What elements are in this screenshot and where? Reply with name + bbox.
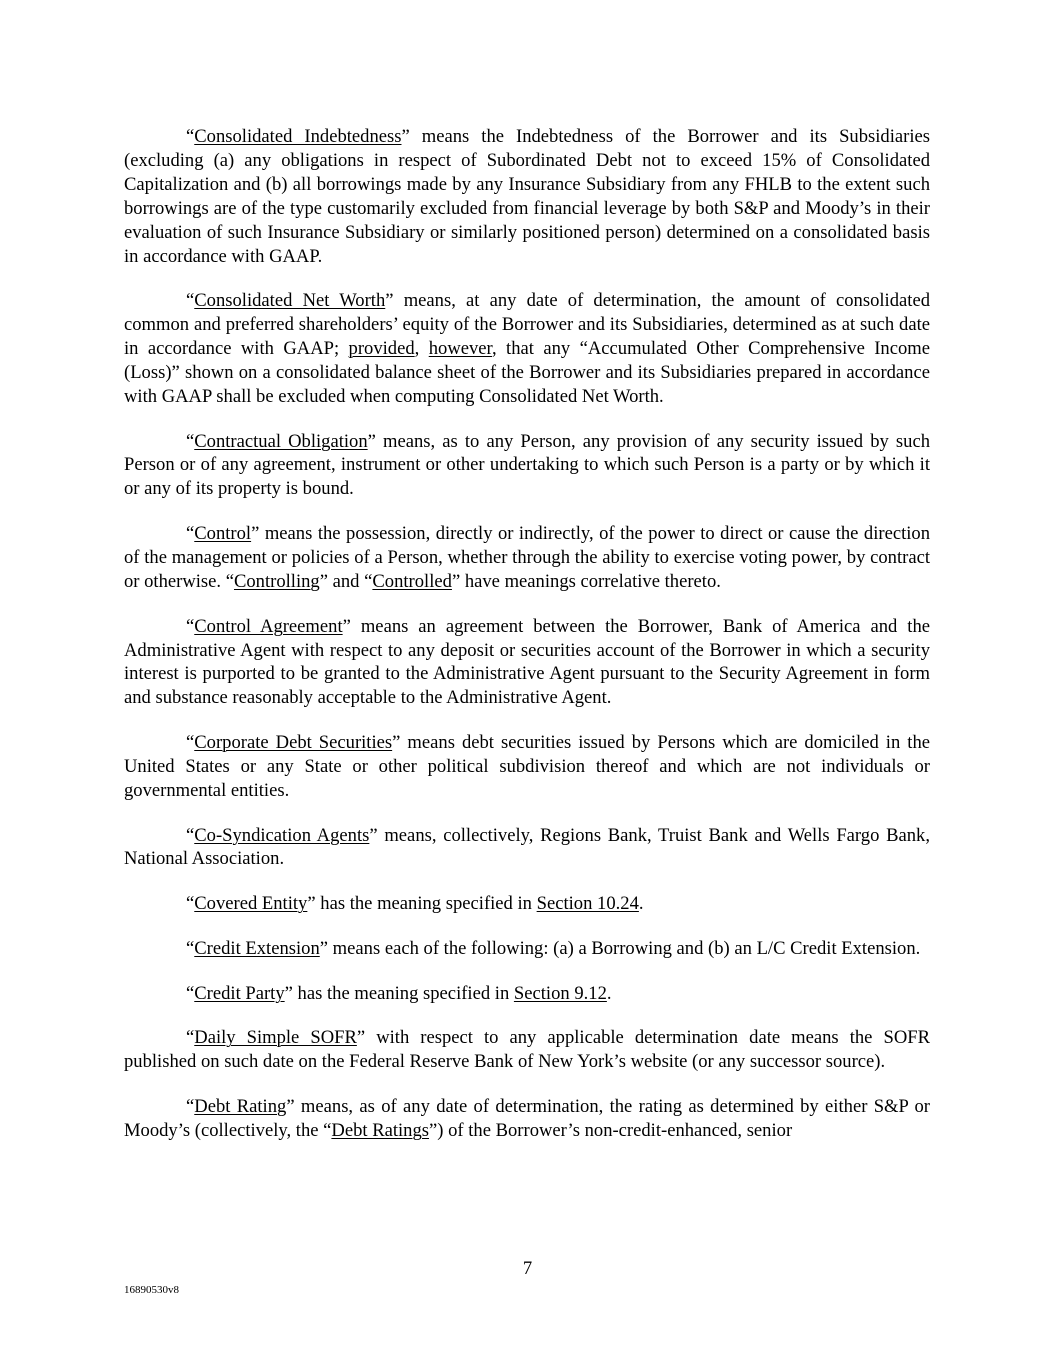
document-id: 16890530v8: [124, 1284, 179, 1296]
definition-text: means, as of any date of determination, the rating as determined by either S&P or Moody’s (collectively, the “: [124, 1095, 930, 1141]
definition-text: means an agreement between the Borrower, Bank of America and the Administrative Agent with respect to any deposit or securities account of the Borrower in which a security interest is purported to be granted to the Administrative Agent pursuant to the Security Agreement in form and substance reasonably acceptable to the Administrative Agent.: [124, 615, 930, 709]
definition-text: means, at any date of determination, the amount of consolidated common and preferred shareholders’ equity of the Borrower and its Subsidiaries, determined as at such date in accordance with GAAP;: [124, 290, 930, 360]
definition-text: .: [638, 893, 644, 915]
defined-term: Corporate Debt Securities: [194, 732, 393, 754]
underlined-reference: provided: [348, 338, 415, 360]
definition-paragraph: “Covered Entity” has the meaning specified in Section 10.24.: [186, 893, 644, 915]
definition-text: with respect to any applicable determination date means the SOFR published on such date on the Federal Reserve Bank of New York’s website (or any successor source).: [124, 1027, 930, 1073]
definition-text: means the Indebtedness of the Borrower and its Subsidiaries (excluding (a) any obligations in respect of Subordinated Debt not to exceed 15% of Consolidated Capitalization and (b) all borrowings made by any Insurance Subsidiary from any FHLB to the extent such borrowings are of the type customarily excluded from financial leverage by both S&P and Moody’s in their evaluation of such Insurance Subsidiary or similarly positioned person) determined on a consolidated basis in accordance with GAAP.: [124, 126, 930, 267]
definition-text: means, collectively, Regions Bank, Truist Bank and Wells Fargo Bank, National Association.: [124, 824, 930, 870]
definition-paragraph: “Control” means the possession, directly or indirectly, of the power to direct or cause the direction of the management or policies of a Person, whether through the ability to exercise voting power, by contract or otherwise. “Controlling” and “Controlled” have meanings correlative thereto.: [124, 523, 930, 592]
underlined-reference: Controlling: [233, 570, 320, 592]
definition-text: .: [606, 982, 612, 1004]
page-number: 7: [522, 1258, 533, 1279]
defined-term: Credit Extension: [194, 937, 320, 959]
definition-text: , that any “Accumulated Other Comprehensive Income (Loss)” shown on a consolidated balance sheet of the Borrower and its Subsidiaries prepared in accordance with GAAP shall be excluded when computing Consolidated Net Worth.: [124, 338, 930, 407]
defined-term: Contractual Obligation: [194, 430, 368, 452]
definition-text: means, as to any Person, any provision of any security issued by such Person or of any agreement, instrument or other undertaking to which such Person is a party or by which it or any of its property is bound.: [124, 430, 931, 500]
definition-paragraph: “Contractual Obligation” means, as to any Person, any provision of any security issued by such Person or of any agreement, instrument or other undertaking to which such Person is a party or by which it or any of its property is bound.: [124, 430, 931, 500]
definition-text: ” have meanings correlative thereto.: [451, 570, 721, 592]
definition-paragraph: “Debt Rating” means, as of any date of determination, the rating as determined by either S&P or Moody’s (collectively, the “Debt Ratings”) of the Borrower’s non-credit-enhanced, senior: [124, 1095, 930, 1141]
definition-paragraph: “Corporate Debt Securities” means debt securities issued by Persons which are domiciled in the United States or any State or other political subdivision thereof and which are not individuals or governmental entities.: [124, 732, 930, 801]
defined-term: Credit Party: [194, 982, 285, 1004]
definition-text: has the meaning specified in: [315, 893, 537, 915]
underlined-reference: however: [428, 338, 492, 360]
document-body: [124, 125, 930, 1163]
definition-paragraph: “Consolidated Indebtedness” means the Indebtedness of the Borrower and its Subsidiaries (excluding (a) any obligations in respect of Subordinated Debt not to exceed 15% of Consolidated Capitalization and (b) all borrowings made by any Insurance Subsidiary from any FHLB to the extent such borrowings are of the type customarily excluded from financial leverage by both S&P and Moody’s in their evaluation of such Insurance Subsidiary or similarly positioned person) determined on a consolidated basis in accordance with GAAP.: [124, 126, 930, 267]
defined-term: Covered Entity: [194, 893, 308, 915]
defined-term: Control: [194, 523, 252, 545]
definition-text: ” and “: [319, 570, 373, 592]
definition-text: ”) of the Borrower’s non-credit-enhanced, senior: [429, 1119, 793, 1141]
underlined-reference: Debt Ratings: [331, 1119, 430, 1141]
definition-paragraph: “Control Agreement” means an agreement between the Borrower, Bank of America and the Administrative Agent with respect to any deposit or securities account of the Borrower in which a security interest is purported to be granted to the Administrative Agent pursuant to the Security Agreement in form and substance reasonably acceptable to the Administrative Agent.: [124, 615, 930, 709]
defined-term: Consolidated Net Worth: [194, 290, 386, 312]
defined-term: Debt Rating: [194, 1095, 287, 1117]
defined-term: Daily Simple SOFR: [194, 1027, 357, 1049]
definition-text: means debt securities issued by Persons which are domiciled in the United States or any State or other political subdivision thereof and which are not individuals or governmental entities.: [124, 732, 930, 801]
underlined-reference: Section 9.12: [513, 982, 607, 1004]
definition-text: has the meaning specified in: [292, 982, 514, 1004]
underlined-reference: Section 10.24: [536, 893, 639, 915]
definition-text: means each of the following: (a) a Borrowing and (b) an L/C Credit Extension.: [328, 937, 921, 959]
definition-paragraph: “Credit Extension” means each of the following: (a) a Borrowing and (b) an L/C Credit Extension.: [186, 937, 921, 959]
definition-text: means the possession, directly or indirectly, of the power to direct or cause the direction of the management or policies of a Person, whether through the ability to exercise voting power, by contract or otherwise. “: [124, 523, 930, 592]
definition-paragraph: “Daily Simple SOFR” with respect to any applicable determination date means the SOFR published on such date on the Federal Reserve Bank of New York’s website (or any successor source).: [124, 1027, 930, 1073]
definition-paragraph: “Co-Syndication Agents” means, collectively, Regions Bank, Truist Bank and Wells Fargo Bank, National Association.: [124, 824, 930, 870]
defined-term: Co-Syndication Agents: [194, 824, 370, 846]
underlined-reference: Controlled: [372, 570, 452, 592]
definition-paragraph: “Credit Party” has the meaning specified in Section 9.12.: [186, 982, 612, 1004]
definition-text: ,: [414, 338, 429, 360]
defined-term: Control Agreement: [194, 615, 343, 637]
definition-paragraph: “Consolidated Net Worth” means, at any date of determination, the amount of consolidated common and preferred shareholders’ equity of the Borrower and its Subsidiaries, determined as at such date in accordance with GAAP; provided, however, that any “Accumulated Other Comprehensive Income (Loss)” shown on a consolidated balance sheet of the Borrower and its Subsidiaries prepared in accordance with GAAP shall be excluded when computing Consolidated Net Worth.: [124, 290, 930, 407]
defined-term: Consolidated Indebtedness: [194, 126, 402, 147]
